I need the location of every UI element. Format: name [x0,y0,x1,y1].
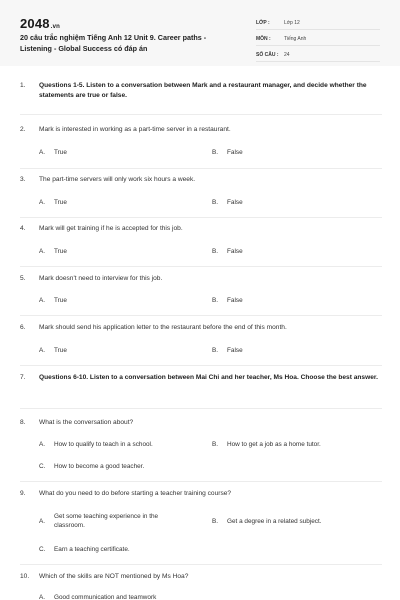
question-text: What is the conversation about? [39,419,134,426]
question-3 [20,175,382,185]
question-text: Questions 1-5. Listen to a conversation between Mark and a restaurant manager, and decide whether the statements are true or false. [39,82,367,99]
meta-label: SỐ CÂU : [256,51,279,58]
divider [20,365,382,366]
divider [20,481,382,482]
option-a[interactable] [39,198,189,207]
question-text: Mark should send his application letter to the restaurant before the end of this month. [39,324,287,331]
instruction-1 [20,81,382,101]
option-letter: A. [39,518,46,525]
meta-label: LỚP : [256,19,270,26]
divider [20,168,382,169]
question-10 [20,572,382,582]
option-b[interactable] [212,148,372,157]
option-text: True [54,248,67,255]
question-text: The part-time servers will only work six hours a week. [39,176,196,183]
question-text: Questions 6-10. Listen to a conversation between Mai Chi and her teacher, Ms Hoa. Choose the best answer. [39,374,378,381]
quiz-meta [256,16,380,64]
option-text: False [227,248,243,255]
option-letter: B. [212,149,219,156]
question-number: 10. [20,573,30,580]
option-a[interactable] [39,593,239,600]
option-letter: A. [39,441,46,448]
meta-value: Tiếng Anh [284,35,307,42]
option-b[interactable] [212,296,372,305]
divider [20,114,382,115]
option-b[interactable] [212,346,372,355]
option-text: Get a degree in a related subject. [227,518,322,525]
option-b[interactable] [212,440,382,449]
question-4 [20,224,382,234]
option-c[interactable] [39,462,204,471]
question-number: 3. [20,176,26,183]
question-number: 5. [20,275,26,282]
question-9 [20,489,382,499]
question-text: Which of the skills are NOT mentioned by Ms Hoa? [39,573,189,580]
divider [20,217,382,218]
option-letter: A. [39,199,46,206]
question-text: Mark will get training if he is accepted for this job. [39,225,183,232]
option-a[interactable] [39,296,189,305]
option-text: Earn a teaching certificate. [54,546,130,553]
question-2 [20,125,382,135]
option-text: How to get a job as a home tutor. [227,441,321,448]
option-b[interactable] [212,198,372,207]
option-text: How to qualify to teach in a school. [54,441,153,448]
divider [20,408,382,409]
option-text: True [54,149,67,156]
option-text: False [227,347,243,354]
meta-row-class [256,16,380,30]
question-text: Mark is interested in working as a part-time server in a restaurant. [39,126,231,133]
meta-row-subject [256,32,380,46]
meta-value: Lớp 12 [284,19,300,26]
question-number: 8. [20,419,26,426]
option-text: Good communication and teamwork [54,594,157,600]
divider [20,266,382,267]
option-text: True [54,297,67,304]
option-text: False [227,199,243,206]
logo-suffix: .vn [50,24,61,30]
option-text: True [54,347,67,354]
option-letter: B. [212,297,219,304]
question-number: 1. [20,82,26,89]
option-a[interactable] [39,148,189,157]
option-letter: A. [39,149,46,156]
option-b[interactable] [212,247,372,256]
question-number: 6. [20,324,26,331]
quiz-title: 20 câu trắc nghiệm Tiếng Anh 12 Unit 9. Career paths - Listening - Global Success có đáp án [20,33,207,53]
option-letter: B. [212,518,219,525]
option-a[interactable] [39,247,189,256]
question-8 [20,418,382,428]
option-letter: B. [212,347,219,354]
divider [20,564,382,565]
option-letter: A. [39,594,46,600]
site-logo[interactable] [20,16,60,31]
meta-row-count [256,48,380,62]
question-number: 7. [20,374,26,381]
meta-label: MÔN : [256,35,271,42]
divider [20,315,382,316]
option-letter: A. [39,297,46,304]
page-header [0,0,400,66]
option-a[interactable] [39,346,189,355]
option-letter: C. [39,463,46,470]
option-text: False [227,297,243,304]
option-letter: B. [212,199,219,206]
option-letter: A. [39,347,46,354]
instruction-7 [20,373,382,383]
logo-main: 2048 [20,16,50,31]
option-c[interactable] [39,545,204,554]
option-text: How to become a good teacher. [54,463,145,470]
option-a[interactable] [39,512,189,530]
option-text: Get some teaching experience in the classroom. [54,513,159,529]
option-letter: B. [212,441,219,448]
question-number: 4. [20,225,26,232]
question-number: 2. [20,126,26,133]
option-b[interactable] [212,517,382,526]
option-letter: B. [212,248,219,255]
option-letter: A. [39,248,46,255]
option-a[interactable] [39,440,204,449]
question-number: 9. [20,490,26,497]
meta-value: 24 [284,51,290,58]
question-text: Mark doesn't need to interview for this job. [39,275,163,282]
option-text: False [227,149,243,156]
option-text: True [54,199,67,206]
option-letter: C. [39,546,46,553]
question-6 [20,323,382,333]
question-5 [20,274,382,284]
question-text: What do you need to do before starting a teacher training course? [39,490,232,497]
